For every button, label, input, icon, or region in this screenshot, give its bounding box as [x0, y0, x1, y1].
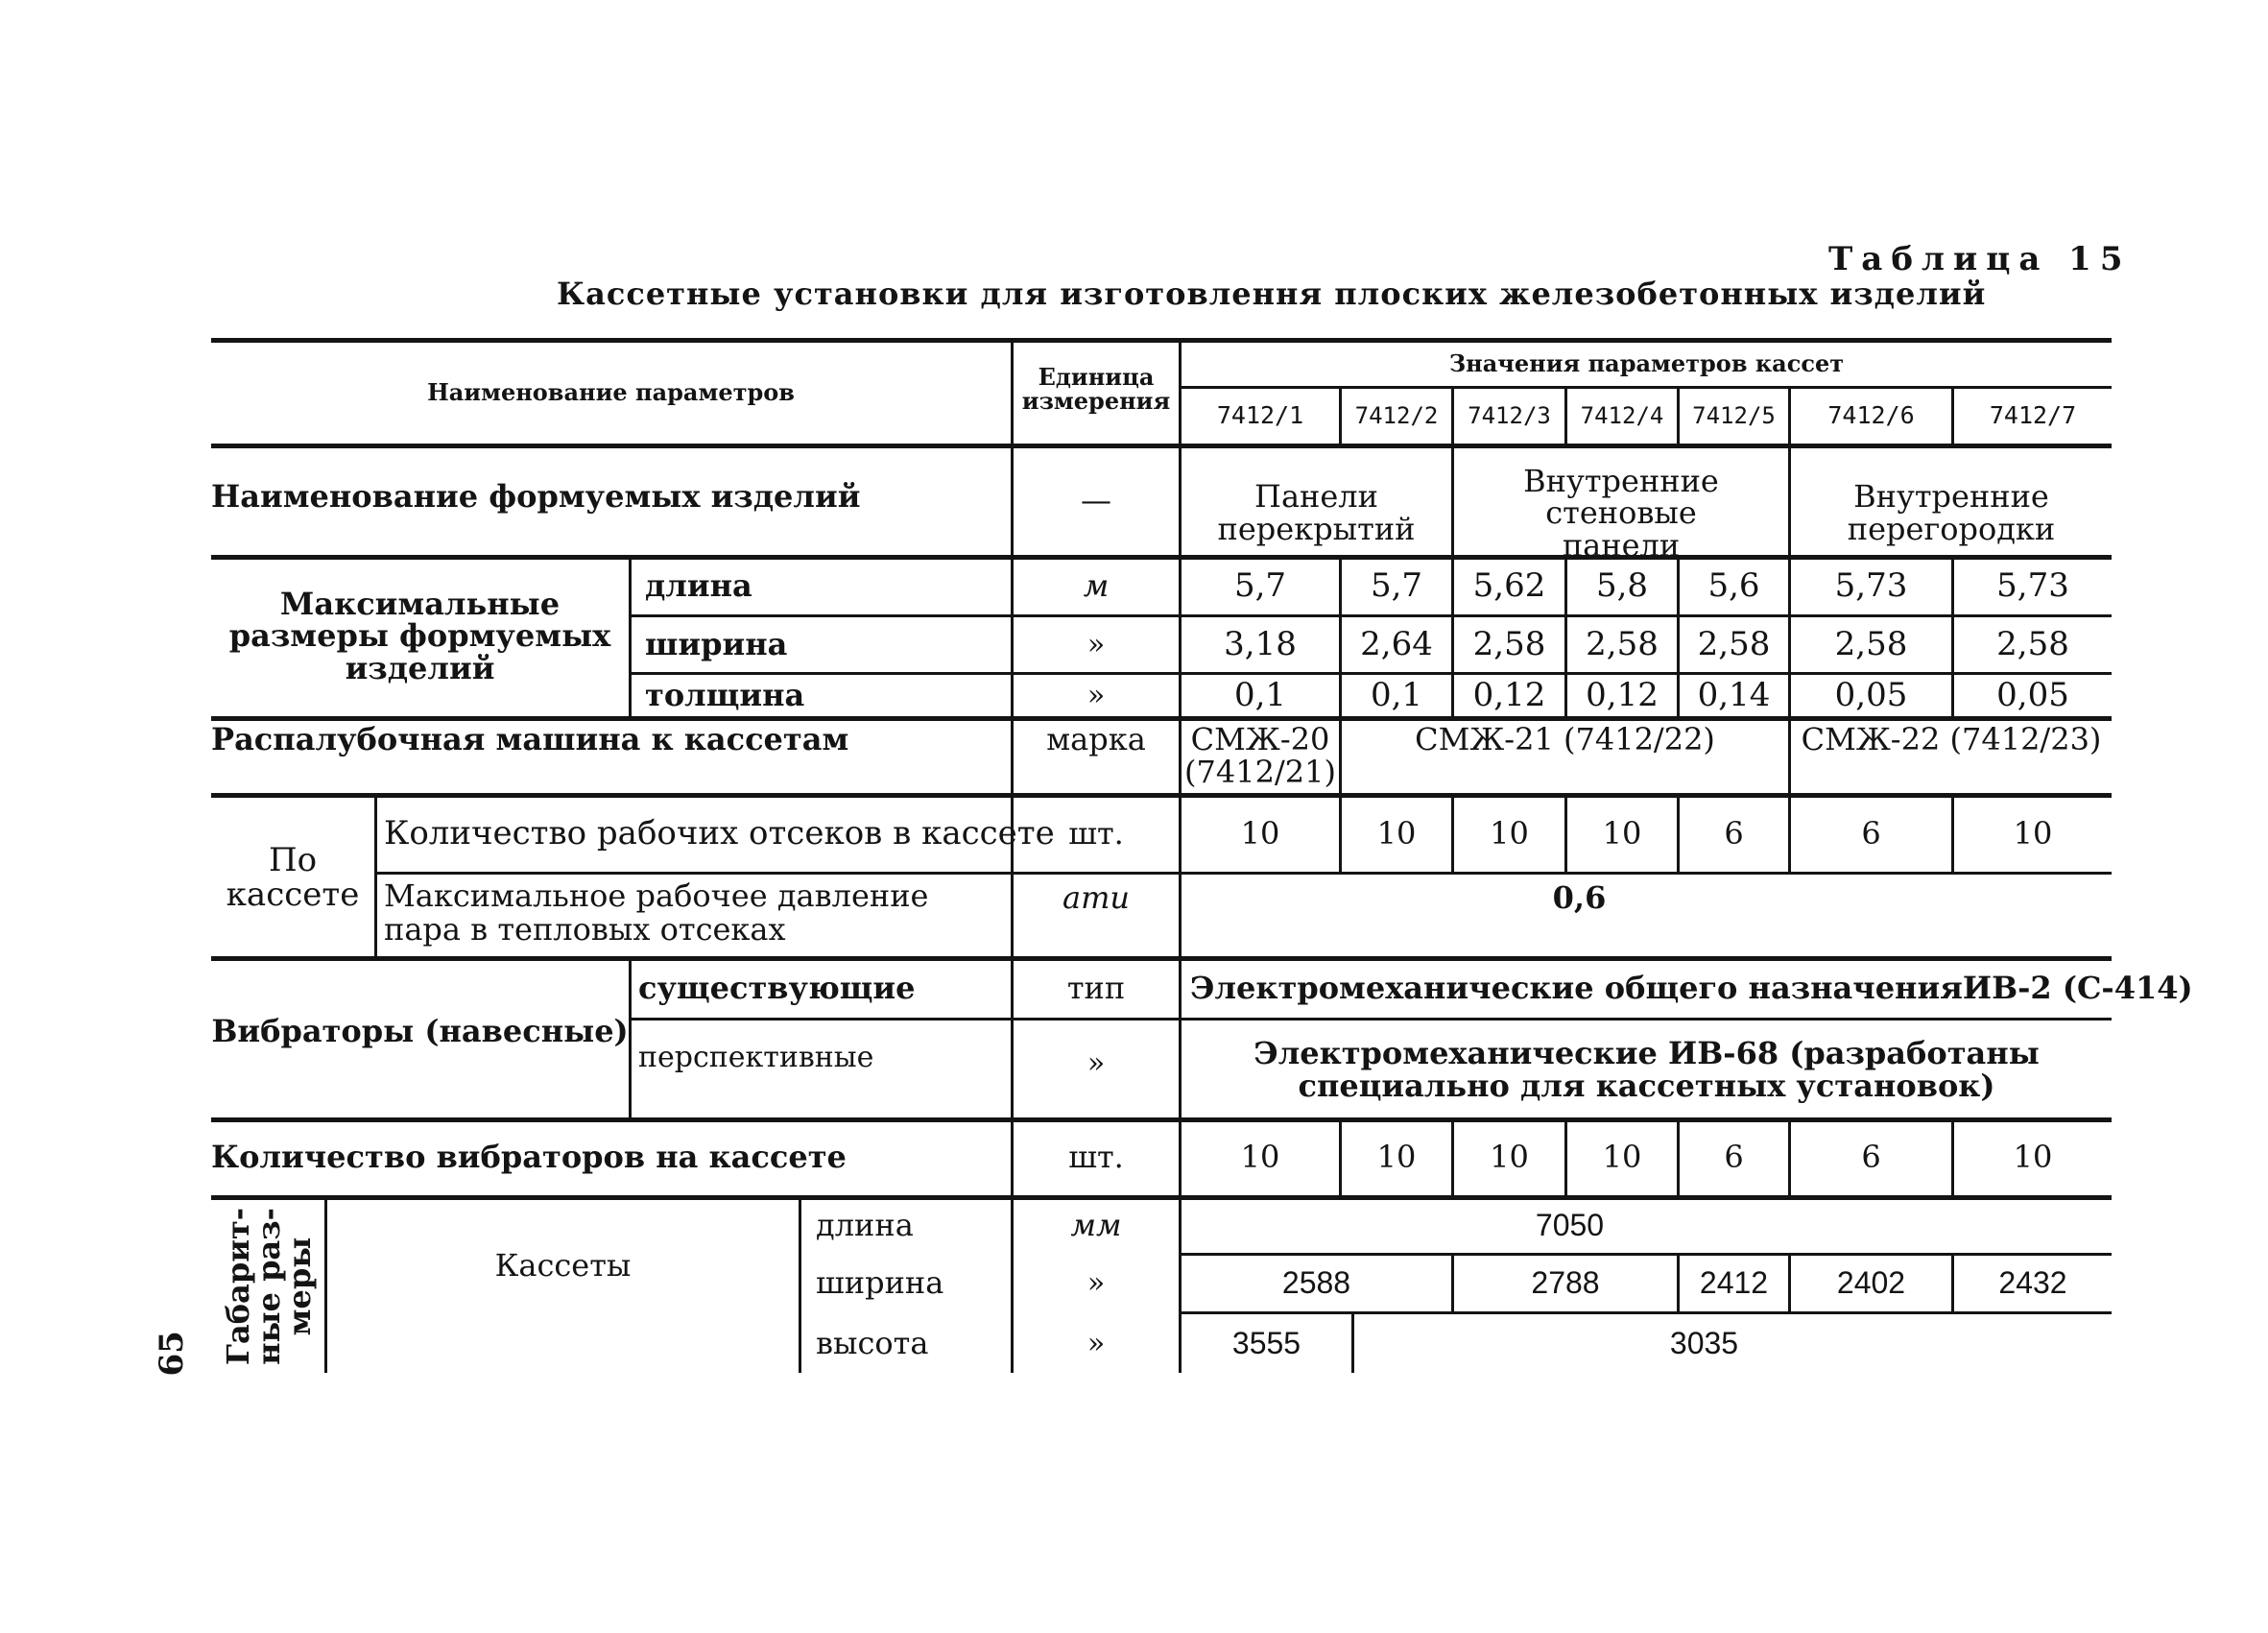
max-thickness-value: 0,14 — [1697, 675, 1771, 714]
pressure-unit: ати — [1062, 879, 1131, 917]
max-width-value: 2,58 — [1586, 624, 1659, 663]
compartments-label: Количество рабочих отсеков в кассете — [384, 813, 1055, 853]
vibrator-count-value: 10 — [2013, 1139, 2053, 1176]
table-label: Таблица 15 — [1828, 240, 2132, 278]
compartments-value: 10 — [1602, 814, 1642, 852]
vibrator-count-unit: шт. — [1068, 1139, 1124, 1176]
max-width-value: 2,58 — [1697, 624, 1771, 663]
dim-width-label: ширина — [816, 1264, 944, 1302]
vibrator-count-value: 10 — [1490, 1139, 1529, 1176]
max-thickness-value: 0,1 — [1233, 675, 1287, 714]
max-length-value: 5,73 — [1834, 565, 1908, 605]
header-unit: Единица измерения — [1021, 362, 1171, 415]
max-thickness-value: 0,05 — [1996, 675, 2069, 714]
max-length-value: 5,7 — [1370, 565, 1423, 605]
max-width-value: 3,18 — [1224, 624, 1297, 663]
max-thickness-value: 0,12 — [1472, 675, 1546, 714]
compartments-value: 6 — [1724, 814, 1744, 852]
max-width-value: 2,64 — [1360, 624, 1433, 663]
page-number: 65 — [153, 1331, 192, 1377]
stripping-machine-unit: марка — [1046, 721, 1146, 758]
vibrators-prospective-label: перспективные — [638, 1041, 874, 1075]
dim-height-unit: » — [1086, 1326, 1106, 1360]
products-group-1: Панели перекрытий — [1217, 478, 1416, 547]
max-width-label: ширина — [645, 625, 788, 662]
max-length-unit: м — [1083, 566, 1110, 604]
max-thickness-value: 0,1 — [1370, 675, 1423, 714]
vibrators-existing-value: Электромеханические общего назначенияИВ-2 (С-414) — [1190, 969, 2193, 1006]
dim-height-value: 3035 — [1669, 1325, 1739, 1360]
model-7: 7412/7 — [1989, 401, 2077, 430]
max-width-value: 2,58 — [1834, 624, 1908, 663]
max-size-label: Максимальные размеры формуемых изделий — [228, 585, 611, 686]
max-width-value: 2,58 — [1996, 624, 2069, 663]
products-group-3: Внутренние перегородки — [1847, 478, 2056, 547]
stripping-machine-value: СМЖ-20 (7412/21) — [1184, 720, 1336, 790]
table-title: Кассетные установки для изготовлення плоских железобетонных изделий — [557, 276, 1987, 312]
dim-height-value: 3555 — [1231, 1325, 1301, 1360]
dimensions-label: Габарит-ные раз-меры — [220, 1207, 318, 1366]
vibrator-count-label: Количество вибраторов на кассете — [211, 1139, 847, 1176]
max-thickness-label: толщина — [645, 676, 805, 713]
dimensions-label-wrap — [215, 1200, 322, 1373]
vibrators-existing-unit: тип — [1066, 969, 1126, 1006]
stripping-machine-label: Распалубочная машина к кассетам — [211, 721, 849, 758]
vibrators-existing-label: существующие — [638, 969, 916, 1006]
vibrators-label: Вибраторы (навесные) — [211, 1013, 629, 1050]
pressure-label: Максимальное рабочее давление пара в тепловых отсеках — [384, 877, 929, 948]
model-3: 7412/3 — [1468, 401, 1551, 429]
dim-width-value: 2588 — [1281, 1265, 1351, 1301]
dim-length-unit: мм — [1070, 1206, 1122, 1243]
dim-length-label: длина — [816, 1206, 914, 1243]
max-width-value: 2,58 — [1472, 624, 1546, 663]
max-length-label: длина — [645, 566, 752, 604]
dim-width-unit: » — [1086, 1266, 1106, 1301]
compartments-value: 10 — [1240, 814, 1280, 852]
header-param-name: Наименование параметров — [427, 377, 795, 406]
max-thickness-unit: » — [1086, 678, 1106, 712]
max-thickness-value: 0,12 — [1586, 675, 1659, 714]
stripping-machine-value: СМЖ-22 (7412/23) — [1801, 721, 2102, 758]
max-length-value: 5,8 — [1595, 565, 1649, 605]
vibrator-count-value: 10 — [1376, 1139, 1417, 1176]
products-unit: — — [1081, 481, 1111, 518]
max-width-unit: » — [1086, 627, 1106, 661]
max-length-value: 5,7 — [1233, 565, 1287, 605]
compartments-value: 10 — [1376, 814, 1417, 852]
vibrator-count-value: 6 — [1724, 1139, 1744, 1176]
compartments-value: 6 — [1861, 814, 1881, 852]
compartments-value: 10 — [1490, 814, 1529, 852]
model-2: 7412/2 — [1354, 401, 1439, 429]
model-6: 7412/6 — [1827, 401, 1915, 430]
vibrators-prospective-value: Электромеханические ИВ-68 (разработаны специально для кассетных установок) — [1253, 1035, 2040, 1104]
max-length-value: 5,62 — [1472, 565, 1546, 605]
max-thickness-value: 0,05 — [1834, 675, 1908, 714]
dim-length-value: 7050 — [1535, 1207, 1605, 1242]
model-4: 7412/4 — [1580, 401, 1664, 429]
model-5: 7412/5 — [1692, 401, 1776, 429]
compartments-value: 10 — [2013, 814, 2053, 852]
vibrator-count-value: 10 — [1240, 1139, 1280, 1176]
vibrators-prospective-unit: » — [1086, 1046, 1106, 1081]
model-1: 7412/1 — [1216, 401, 1304, 430]
pressure-value: 0,6 — [1552, 879, 1607, 917]
vibrator-count-value: 10 — [1602, 1139, 1642, 1176]
products-label: Наименование формуемых изделий — [211, 478, 861, 516]
vibrator-count-value: 6 — [1861, 1139, 1881, 1176]
dim-width-value: 2412 — [1699, 1265, 1769, 1301]
products-group-2: Внутренние стеновые панели — [1523, 462, 1719, 564]
dimensions-cassettes-label: Кассеты — [494, 1247, 632, 1285]
per-cassette-label: По кассете — [226, 841, 360, 914]
max-length-value: 5,73 — [1996, 565, 2069, 605]
dim-width-value: 2432 — [1998, 1265, 2067, 1301]
dim-height-label: высота — [816, 1324, 929, 1361]
stripping-machine-value: СМЖ-21 (7412/22) — [1415, 721, 1715, 758]
header-values-group: Значения параметров кассет — [1448, 348, 1845, 377]
page-number-wrap — [144, 1320, 202, 1387]
compartments-unit: шт. — [1068, 814, 1124, 852]
max-length-value: 5,6 — [1707, 565, 1760, 605]
dim-width-value: 2402 — [1836, 1265, 1906, 1301]
dim-width-value: 2788 — [1531, 1265, 1600, 1301]
